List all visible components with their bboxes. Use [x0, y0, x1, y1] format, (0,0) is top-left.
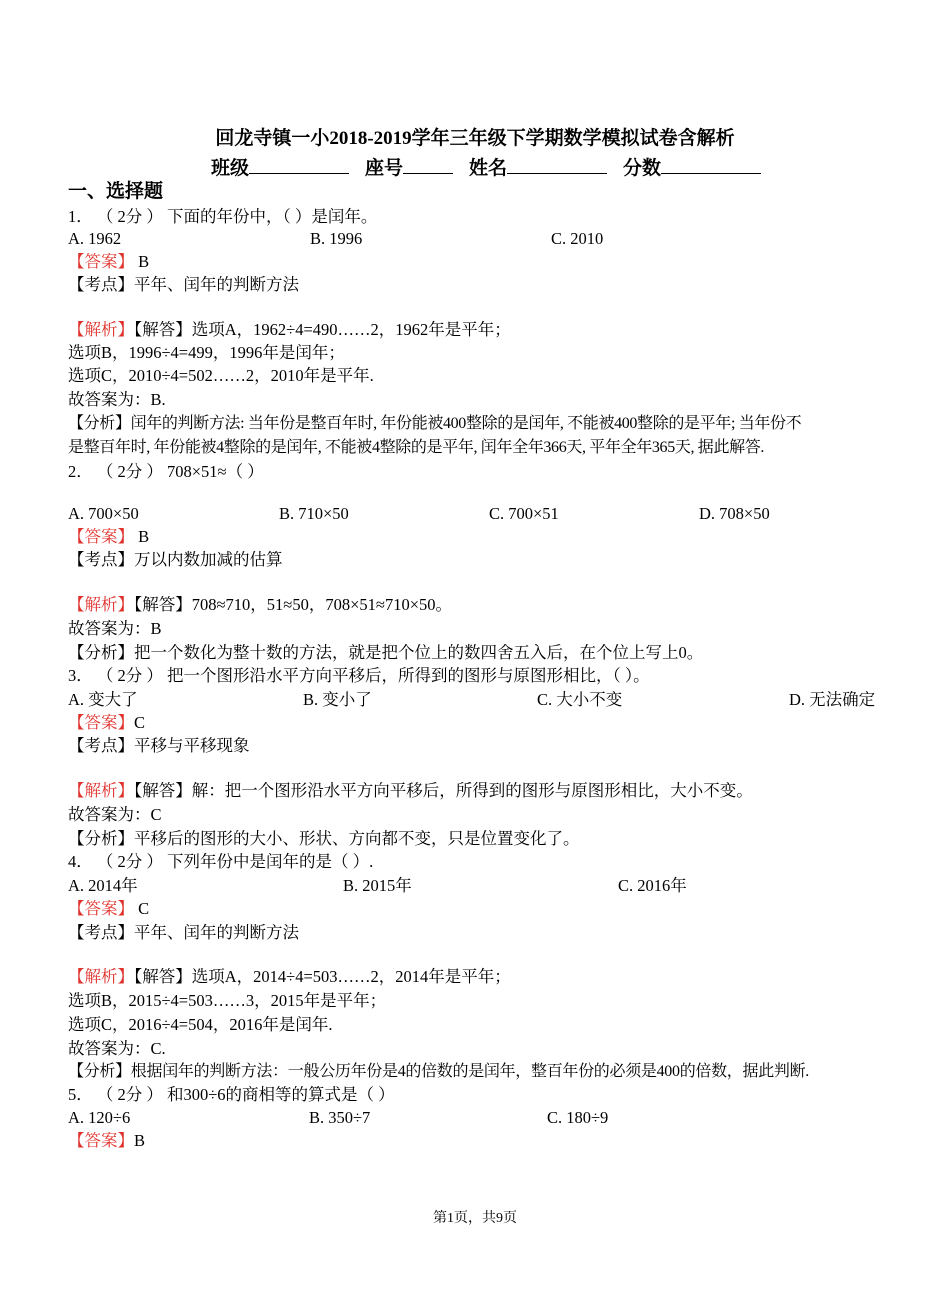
q2-analysis-1: 【解析】【解答】708≈710，51≈50，708×51≈710×50。	[68, 595, 453, 614]
analysis-tag: 【解析】	[68, 967, 134, 986]
q4-analysis-2: 选项B，2015÷4=503……3，2015年是平年；	[68, 991, 387, 1010]
q5-option-a: A. 120÷6	[68, 1108, 131, 1127]
answer-tag: 【答案】	[68, 527, 134, 546]
q5-option-b: B. 350÷7	[309, 1108, 371, 1127]
q1-analysis-4: 故答案为：B.	[68, 390, 166, 409]
q4-point: 平年、闰年的判断方法	[134, 923, 299, 942]
q2-answer-line	[68, 526, 149, 548]
q4-analysis-4: 故答案为：C.	[68, 1039, 166, 1058]
q4-option-b: B. 2015年	[343, 876, 412, 895]
q1-option-a: A. 1962	[68, 229, 122, 248]
q2-option-a: A. 700×50	[68, 504, 139, 523]
class-blank	[249, 153, 349, 174]
score-label: 分数	[623, 158, 662, 179]
q3-option-d: D. 无法确定	[789, 690, 876, 709]
q3-option-a: A. 变大了	[68, 690, 138, 709]
answer-tag: 【答案】	[68, 899, 134, 918]
point-tag: 【考点】	[68, 736, 134, 755]
seat-label: 座号	[365, 158, 404, 179]
q1-answer: B	[134, 252, 150, 271]
q3-analysis-1: 【解析】【解答】解：把一个图形沿水平方向平移后，所得到的图形与原图形相比，大小不变。	[68, 781, 753, 800]
q3-answer: C	[134, 713, 146, 732]
section-heading: 一、选择题	[68, 181, 164, 202]
q1-analysis-2: 选项B，1996÷4=499，1996年是闰年；	[68, 343, 345, 362]
q2-option-b: B. 710×50	[279, 504, 349, 523]
q3-analysis-3: 【分析】平移后的图形的大小、形状、方向都不变，只是位置变化了。	[68, 829, 580, 848]
q1-stem: 1． （ 2分 ） 下面的年份中，（ ）是闰年。	[68, 207, 378, 226]
q1-answer-line	[68, 251, 149, 273]
answer-tag: 【答案】	[68, 713, 134, 732]
page-footer: 第1页，共9页	[433, 1211, 517, 1226]
name-label: 姓名	[469, 158, 508, 179]
q2-option-d: D. 708×50	[699, 504, 770, 523]
name-blank	[507, 153, 607, 174]
q4-point-line	[68, 922, 299, 944]
q2-option-c: C. 700×51	[489, 504, 559, 523]
q2-answer: B	[134, 527, 150, 546]
class-label: 班级	[211, 158, 250, 179]
q5-stem: 5． （ 2分 ） 和300÷6的商相等的算式是（ ）	[68, 1085, 395, 1104]
q5-answer: B	[134, 1131, 146, 1150]
q1-option-b: B. 1996	[310, 229, 363, 248]
seat-blank	[403, 153, 453, 174]
q4-analysis-1: 【解析】【解答】选项A，2014÷4=503……2，2014年是平年；	[68, 967, 511, 986]
q1-analysis-1: 【解析】【解答】选项A，1962÷4=490……2，1962年是平年；	[68, 320, 511, 339]
q3-stem: 3． （ 2分 ） 把一个图形沿水平方向平移后，所得到的图形与原图形相比，（ ）。	[68, 666, 650, 685]
q4-option-c: C. 2016年	[618, 876, 687, 895]
q2-point: 万以内数加减的估算	[134, 550, 283, 569]
analysis-tag: 【解析】	[68, 320, 134, 339]
q2-analysis-2: 故答案为：B	[68, 619, 162, 638]
answer-tag: 【答案】	[68, 252, 134, 271]
point-tag: 【考点】	[68, 275, 134, 294]
q4-option-a: A. 2014年	[68, 876, 138, 895]
analysis-tag: 【解析】	[68, 595, 134, 614]
q4-answer: C	[134, 899, 150, 918]
answer-tag: 【答案】	[68, 1131, 134, 1150]
q4-analysis-3: 选项C，2016÷4=504，2016年是闰年.	[68, 1015, 333, 1034]
q1-analysis-6: 是整百年时, 年份能被4整除的是闰年, 不能被4整除的是平年, 闰年全年366天, 平年全年365天, 据此解答.	[68, 439, 765, 456]
analysis-tag: 【解析】	[68, 781, 134, 800]
q2-stem: 2． （ 2分 ） 708×51≈（ ）	[68, 462, 264, 481]
q1-option-c: C. 2010	[551, 229, 604, 248]
q1-analysis-3: 选项C，2010÷4=502……2，2010年是平年.	[68, 366, 374, 385]
q3-answer-line	[68, 712, 145, 734]
q3-option-b: B. 变小了	[303, 690, 372, 709]
q1-point: 平年、闰年的判断方法	[134, 275, 299, 294]
score-blank	[661, 153, 761, 174]
q4-stem: 4． （ 2分 ） 下列年份中是闰年的是（ ）.	[68, 852, 374, 871]
q3-analysis-2: 故答案为：C	[68, 805, 162, 824]
q3-option-c: C. 大小不变	[537, 690, 623, 709]
q4-answer-line	[68, 898, 149, 920]
student-info-line	[211, 153, 761, 182]
page-title: 回龙寺镇一小2018-2019学年三年级下学期数学模拟试卷含解析	[215, 128, 735, 149]
q4-analysis-5: 【分析】根据闰年的判断方法：一般公历年份是4的倍数的是闰年，整百年份的必须是400的倍数，据此判断.	[68, 1063, 810, 1080]
point-tag: 【考点】	[68, 923, 134, 942]
point-tag: 【考点】	[68, 550, 134, 569]
q3-point: 平移与平移现象	[134, 736, 250, 755]
q1-analysis-5: 【分析】闰年的判断方法: 当年份是整百年时, 年份能被400整除的是闰年, 不能被400整除的是平年; 当年份不	[68, 415, 802, 432]
q2-analysis-3: 【分析】把一个数化为整十数的方法，就是把个位上的数四舍五入后，在个位上写上0。	[68, 643, 704, 662]
q3-point-line	[68, 735, 250, 757]
q2-point-line	[68, 549, 283, 571]
q5-option-c: C. 180÷9	[547, 1108, 609, 1127]
q1-point-line	[68, 274, 299, 296]
q5-answer-line	[68, 1130, 145, 1152]
